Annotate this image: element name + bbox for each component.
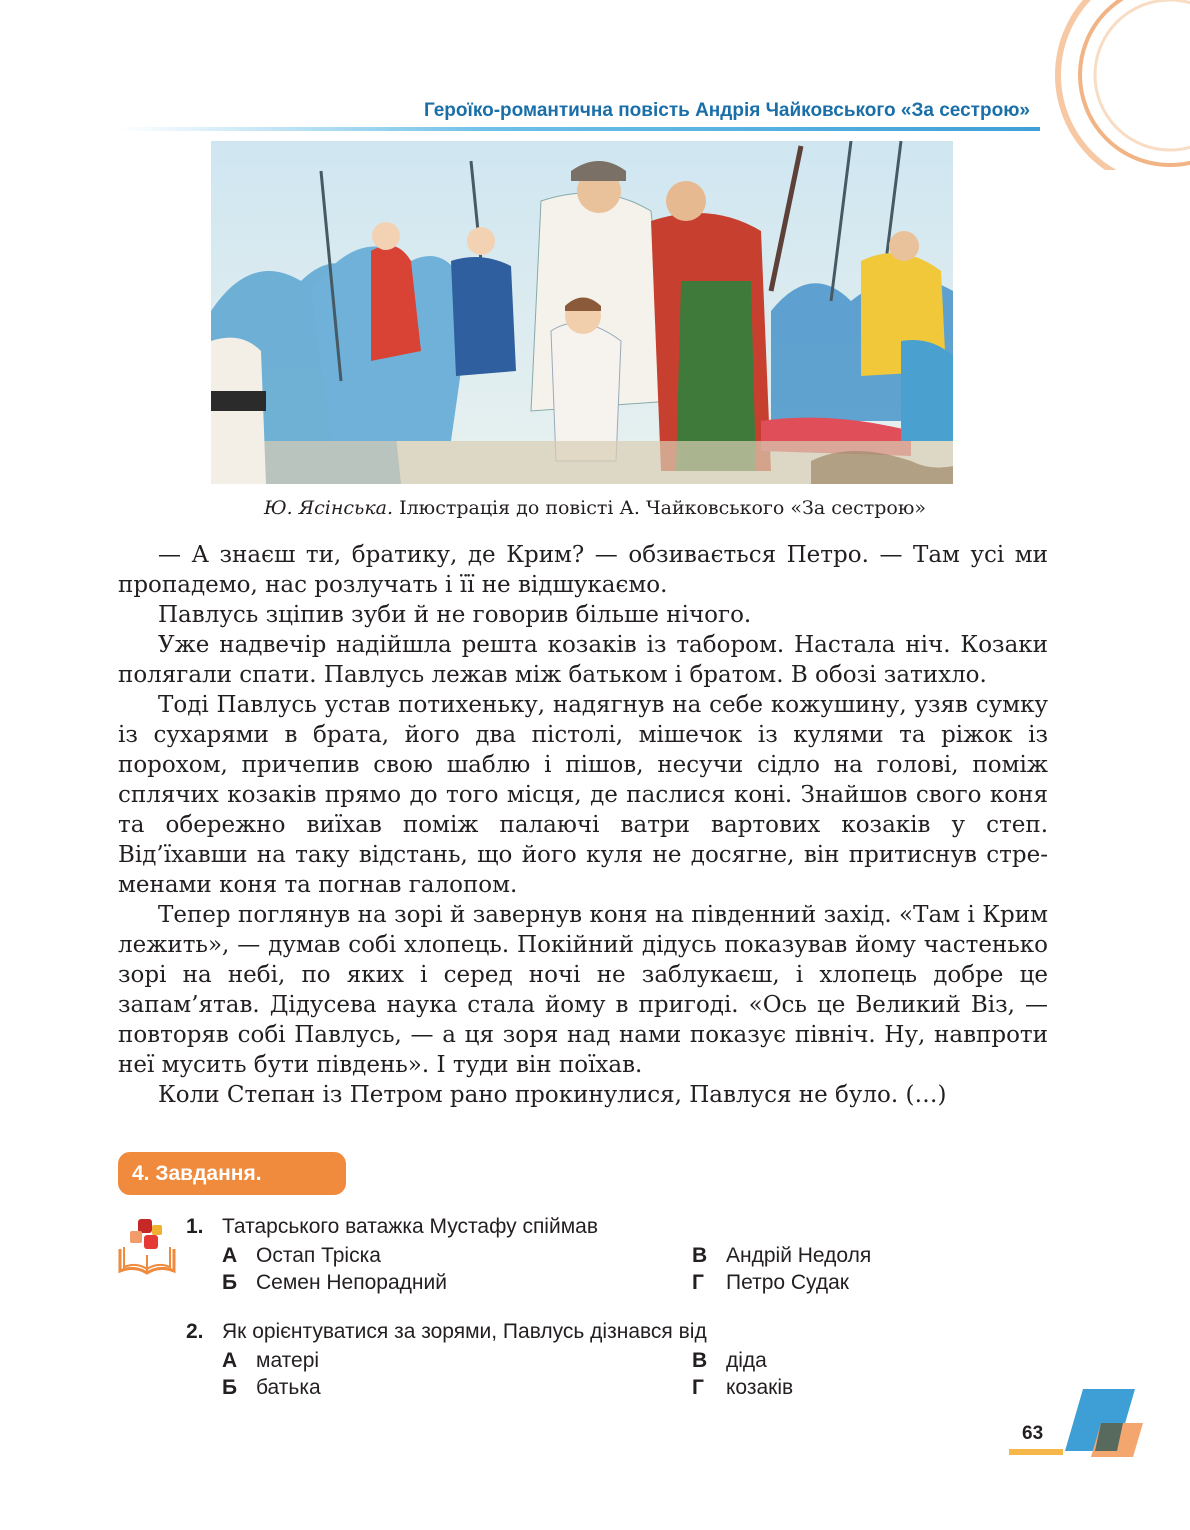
decorative-arcs: [1020, 0, 1190, 170]
option-text: діда: [726, 1349, 767, 1372]
option-letter: Г: [692, 1271, 704, 1294]
body-text: [118, 540, 1048, 1110]
paragraph: Уже надвечір надійшла решта козаків із табором. Настала ніч. Козаки полягали спати. Павлусь лежав між батьком і братом. В обозі затихло.: [118, 632, 1048, 688]
option-text: матері: [256, 1349, 320, 1372]
option-text: батька: [256, 1376, 321, 1399]
illustration-caption: [0, 497, 1190, 519]
option-g[interactable]: [692, 1376, 793, 1400]
illustration-cossacks: [211, 141, 953, 484]
question-2: [186, 1320, 926, 1410]
caption-text: Ілюстрація до повісті А. Чайковського «За сестрою»: [393, 497, 926, 519]
question-text: Татарського ватажка Мустафу спіймав: [222, 1215, 598, 1238]
tasks-header: 4. Завдання.: [118, 1152, 346, 1195]
option-text: Остап Тріска: [256, 1244, 381, 1267]
caption-author: Ю. Ясінська.: [264, 497, 394, 519]
paragraph: Коли Степан із Петром рано прокинулися, Павлуся не було. (…): [158, 1082, 947, 1108]
option-letter: В: [692, 1244, 708, 1267]
paragraph: Тоді Павлусь устав потихеньку, надягнув на себе кожушину, узяв сумку із сухарями в брата, його два пістолі, мішечок із кулями та ріжок із порохом, причепив свою шаблю і пішов, несучи сідло на голові, поміж сплячих козаків прямо до того місця, де паслися коні. Знайшов свого коня та обережно виїхав поміж палаючі ватри вартових козаків у степ. Від’їхавши на таку відстань, що його куля не досягне, він притиснув стременами коня та погнав галопом.: [118, 692, 1048, 898]
paragraph: Тепер поглянув на зорі й завернув коня на південний захід. «Там і Крим лежить», — думав собі хлопець. Покійний дідусь показував йому частенько зорі на небі, по яких і серед ночі не заблукаєш, і хлопець добре це запам’ятав. Дідусева наука стала йому в пригоді. «Ось це Великий Віз, — повторяв собі Павлусь, — а ця зоря над нами показує північ. Ну, навпроти неї мусить бути південь». І туди він поїхав.: [118, 902, 1048, 1078]
option-a[interactable]: [222, 1349, 319, 1373]
running-header: Героїко-романтична повість Андрія Чайковського «За сестрою»: [423, 100, 1030, 121]
option-letter: Б: [222, 1376, 238, 1399]
option-letter: Б: [222, 1271, 238, 1294]
option-text: козаків: [726, 1376, 794, 1399]
book-icon: [116, 1215, 178, 1277]
paragraph: — А знаєш ти, братику, де Крим? — обзивається Петро. — Там усі ми пропадемо, нас розлучать і її не відшукаємо.: [118, 542, 1048, 598]
option-b[interactable]: [222, 1376, 321, 1400]
question-number: 2.: [186, 1320, 204, 1343]
question-text: Як орієнтуватися за зорями, Павлусь дізнався від: [222, 1320, 707, 1343]
option-text: Семен Непорадний: [256, 1271, 447, 1294]
header-divider: [120, 127, 1040, 131]
option-text: Андрій Недоля: [726, 1244, 872, 1267]
question-number: 1.: [186, 1215, 204, 1238]
option-a[interactable]: [222, 1244, 381, 1268]
option-text: Петро Судак: [726, 1271, 849, 1294]
page-number: 63: [1022, 1423, 1044, 1444]
paragraph: Павлусь зціпив зуби й не говорив більше нічого.: [158, 602, 752, 628]
option-v[interactable]: [692, 1349, 767, 1373]
option-v[interactable]: [692, 1244, 871, 1268]
option-letter: В: [692, 1349, 708, 1372]
option-letter: Г: [692, 1376, 704, 1399]
option-letter: А: [222, 1349, 238, 1372]
option-letter: А: [222, 1244, 238, 1267]
option-g[interactable]: [692, 1271, 849, 1295]
option-b[interactable]: [222, 1271, 447, 1295]
question-1: [186, 1215, 926, 1305]
